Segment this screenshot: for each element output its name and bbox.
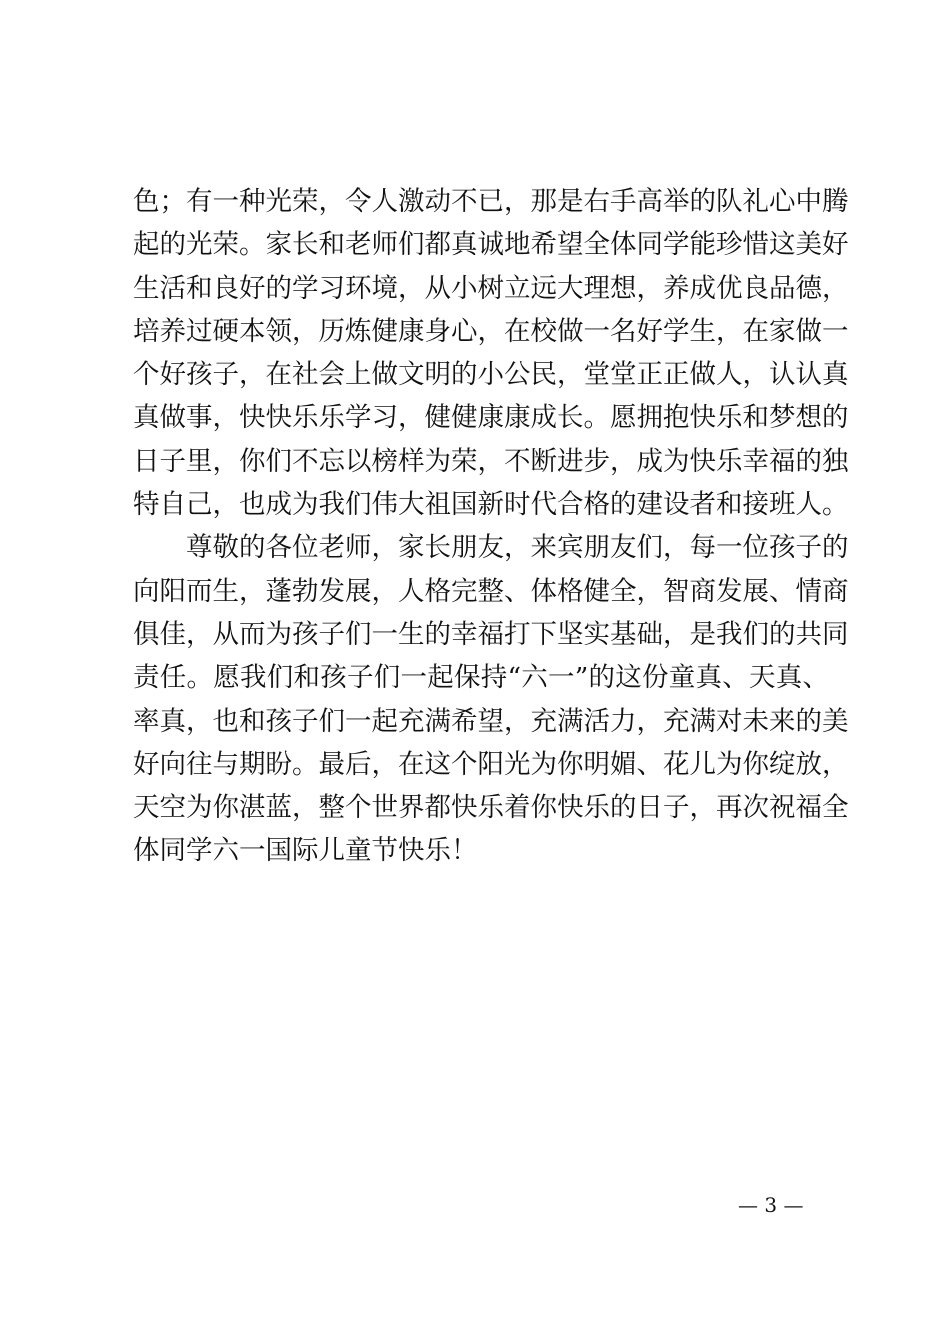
paragraph-2-line-4: 责任。愿我们和孩子们一起保持“六一”的这份童真、天真、 [133,662,829,694]
paragraph-1-line-4: 培养过硬本领，历炼健康身心，在校做一名好学生，在家做一 [133,315,849,347]
paragraph-1-line-3: 生活和良好的学习环境，从小树立远大理想，养成优良品德， [133,272,849,304]
body-text [133,180,849,873]
paragraph-1-line-7: 日子里，你们不忘以榜样为荣，不断进步，成为快乐幸福的独 [133,445,849,477]
paragraph-2-line-8: 体同学六一国际儿童节快乐！ [133,835,478,867]
paragraph-2-line-1: 尊敬的各位老师，家长朋友，来宾朋友们，每一位孩子的 [133,532,849,564]
paragraph-2-line-5: 率真，也和孩子们一起充满希望，充满活力，充满对未来的美 [133,705,849,737]
paragraph-1-line-6: 真做事，快快乐乐学习，健健康康成长。愿拥抱快乐和梦想的 [133,402,849,434]
paragraph-1-line-2: 起的光荣。家长和老师们都真诚地希望全体同学能珍惜这美好 [133,229,849,261]
paragraph-2-line-3: 俱佳，从而为孩子们一生的幸福打下坚实基础，是我们的共同 [133,618,849,650]
paragraph-1-line-8: 特自己，也成为我们伟大祖国新时代合格的建设者和接班人。 [133,489,849,521]
page-number: — 3 — [738,1193,804,1217]
paragraph-2-line-6: 好向往与期盼。最后，在这个阳光为你明媚、花儿为你绽放， [133,748,849,780]
paragraph-1-line-5: 个好孩子，在社会上做文明的小公民，堂堂正正做人，认认真 [133,359,849,391]
paragraph-2-line-7: 天空为你湛蓝，整个世界都快乐着你快乐的日子，再次祝福全 [133,792,849,824]
paragraph-2-line-2: 向阳而生，蓬勃发展，人格完整、体格健全，智商发展、情商 [133,575,849,607]
paragraph-1-line-1: 色；有一种光荣，令人激动不已，那是右手高举的队礼心中腾 [133,186,849,217]
